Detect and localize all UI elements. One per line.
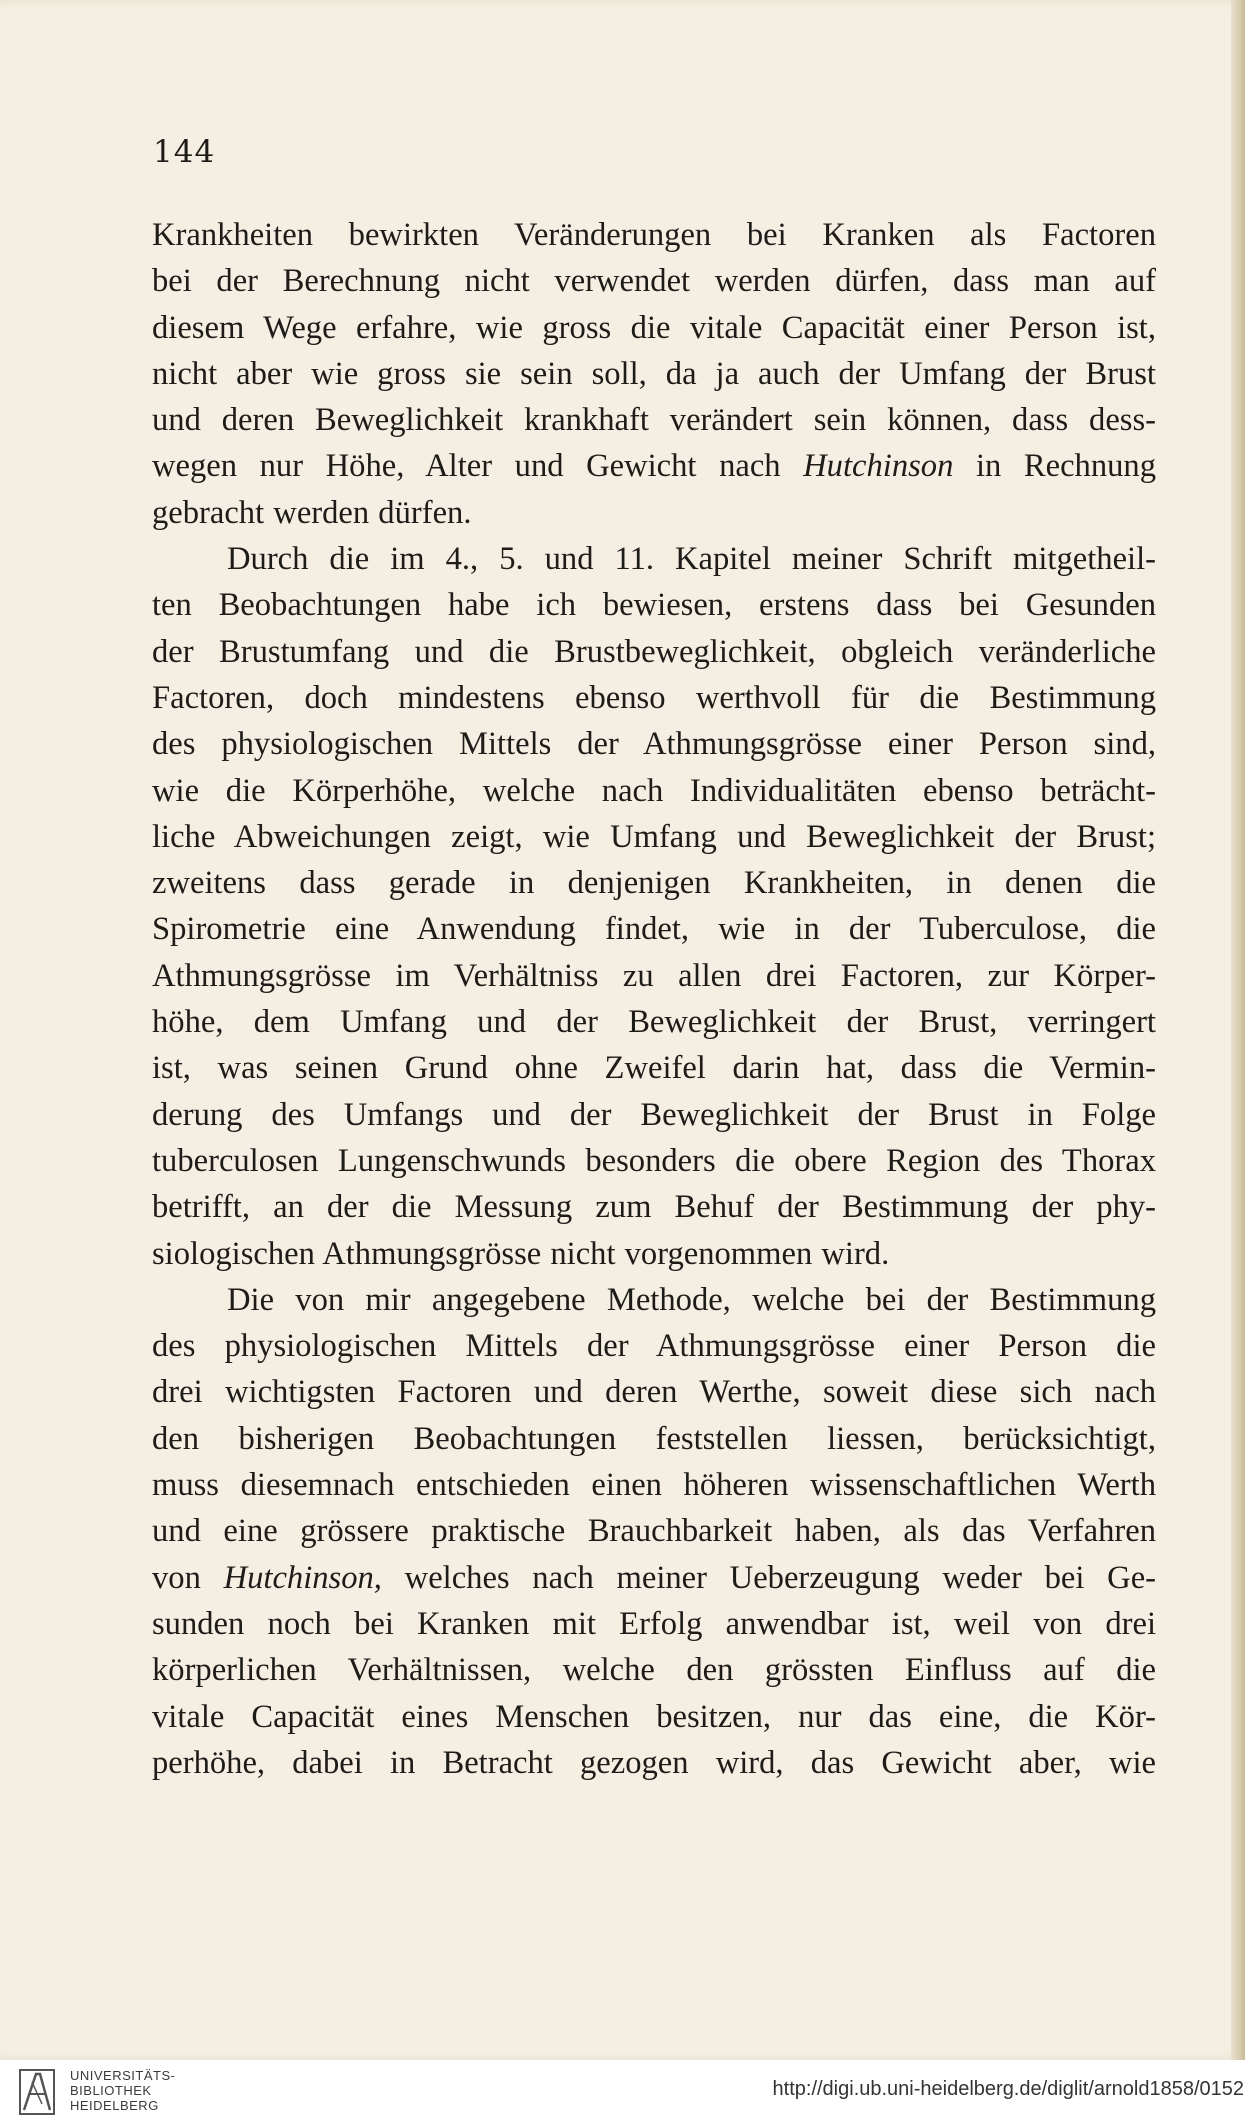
text-line: siologischen Athmungsgrösse nicht vorgenommen wird. <box>152 1235 890 1272</box>
text-line: körperlichen Verhältnissen, welche den grössten Einfluss auf die <box>152 1652 1156 1689</box>
text-segment: welches nach meiner Ueberzeugung weder bei Ge- <box>381 1559 1156 1596</box>
text-line <box>152 443 1156 489</box>
text-line: und deren Beweglichkeit krankhaft verändert sein können, dass dess- <box>152 402 1156 439</box>
text-line: liche Abweichungen zeigt, wie Umfang und Beweglichkeit der Brust; <box>152 818 1156 855</box>
digitization-footer <box>0 2060 1258 2126</box>
text-line: wie die Körperhöhe, welche nach Individualitäten ebenso beträcht- <box>152 772 1156 809</box>
text-line: höhe, dem Umfang und der Beweglichkeit der Brust, verringert <box>152 1004 1156 1041</box>
text-line: Krankheiten bewirkten Veränderungen bei Kranken als Factoren <box>152 217 1156 253</box>
text-line: und eine grössere praktische Brauchbarkeit haben, als das Verfahren <box>152 1513 1156 1550</box>
text-line: gebracht werden dürfen. <box>152 494 472 531</box>
text-line: nicht aber wie gross sie sein soll, da ja auch der Umfang der Brust <box>152 355 1156 392</box>
text-line: zweitens dass gerade in denjenigen Krankheiten, in denen die <box>152 865 1156 902</box>
university-library-logo-icon <box>14 2064 60 2120</box>
source-url[interactable]: http://digi.ub.uni-heidelberg.de/diglit/arnold1858/0152 <box>772 2078 1244 2100</box>
text-line: der Brustumfang und die Brustbeweglichkeit, obgleich veränderliche <box>152 633 1156 670</box>
text-line: sunden noch bei Kranken mit Erfolg anwendbar ist, weil von drei <box>152 1605 1156 1642</box>
author-name-italic: Hutchinson, <box>223 1559 382 1596</box>
text-line: perhöhe, dabei in Betracht gezogen wird, das Gewicht aber, wie <box>152 1744 1156 1781</box>
library-name-line: UNIVERSITÄTS- <box>70 2068 176 2083</box>
text-line: Athmungsgrösse im Verhältniss zu allen drei Factoren, zur Körper- <box>152 957 1156 994</box>
text-line: den bisherigen Beobachtungen feststellen liessen, berücksichtigt, <box>152 1420 1156 1457</box>
page-number: 144 <box>153 134 216 170</box>
text-line: muss diesemnach entschieden einen höheren wissenschaftlichen Werth <box>152 1467 1156 1504</box>
text-line: diesem Wege erfahre, wie gross die vitale Capacität einer Person ist, <box>152 309 1156 346</box>
text-line: bei der Berechnung nicht verwendet werden dürfen, dass man auf <box>152 263 1156 300</box>
body-text <box>152 212 1156 1786</box>
text-segment: in Rechnung <box>953 448 1156 485</box>
text-line: des physiologischen Mittels der Athmungsgrösse einer Person sind, <box>152 726 1156 763</box>
library-name <box>70 2068 175 2113</box>
text-segment: von <box>152 1559 224 1596</box>
text-line: drei wichtigsten Factoren und deren Werthe, soweit diese sich nach <box>152 1374 1156 1411</box>
page-edge <box>1231 0 1245 2060</box>
text-segment: wegen nur Höhe, Alter und Gewicht nach <box>152 448 804 485</box>
text-line: vitale Capacität eines Menschen besitzen, nur das eine, die Kör- <box>152 1698 1156 1735</box>
text-line: ist, was seinen Grund ohne Zweifel darin hat, dass die Vermin- <box>152 1050 1156 1087</box>
text-line: Factoren, doch mindestens ebenso werthvoll für die Bestimmung <box>152 679 1156 716</box>
text-line: tuberculosen Lungenschwunds besonders die obere Region des Thorax <box>152 1142 1156 1179</box>
paragraph-first-line: Die von mir angegebene Methode, welche bei der Bestimmung <box>227 1281 1156 1318</box>
paragraph-first-line: Durch die im 4., 5. und 11. Kapitel meiner Schrift mitgetheil- <box>227 541 1156 578</box>
text-line <box>152 1555 1156 1601</box>
text-line: betrifft, an der die Messung zum Behuf der Bestimmung der phy- <box>152 1189 1156 1226</box>
library-name-line: HEIDELBERG <box>70 2098 159 2113</box>
text-line: des physiologischen Mittels der Athmungsgrösse einer Person die <box>152 1328 1156 1365</box>
text-line: derung des Umfangs und der Beweglichkeit der Brust in Folge <box>152 1096 1156 1133</box>
text-line: ten Beobachtungen habe ich bewiesen, erstens dass bei Gesunden <box>152 587 1156 624</box>
author-name-italic: Hutchinson <box>803 448 954 485</box>
text-line: Spirometrie eine Anwendung findet, wie in der Tuberculose, die <box>152 911 1156 948</box>
library-name-line: BIBLIOTHEK <box>70 2083 152 2098</box>
